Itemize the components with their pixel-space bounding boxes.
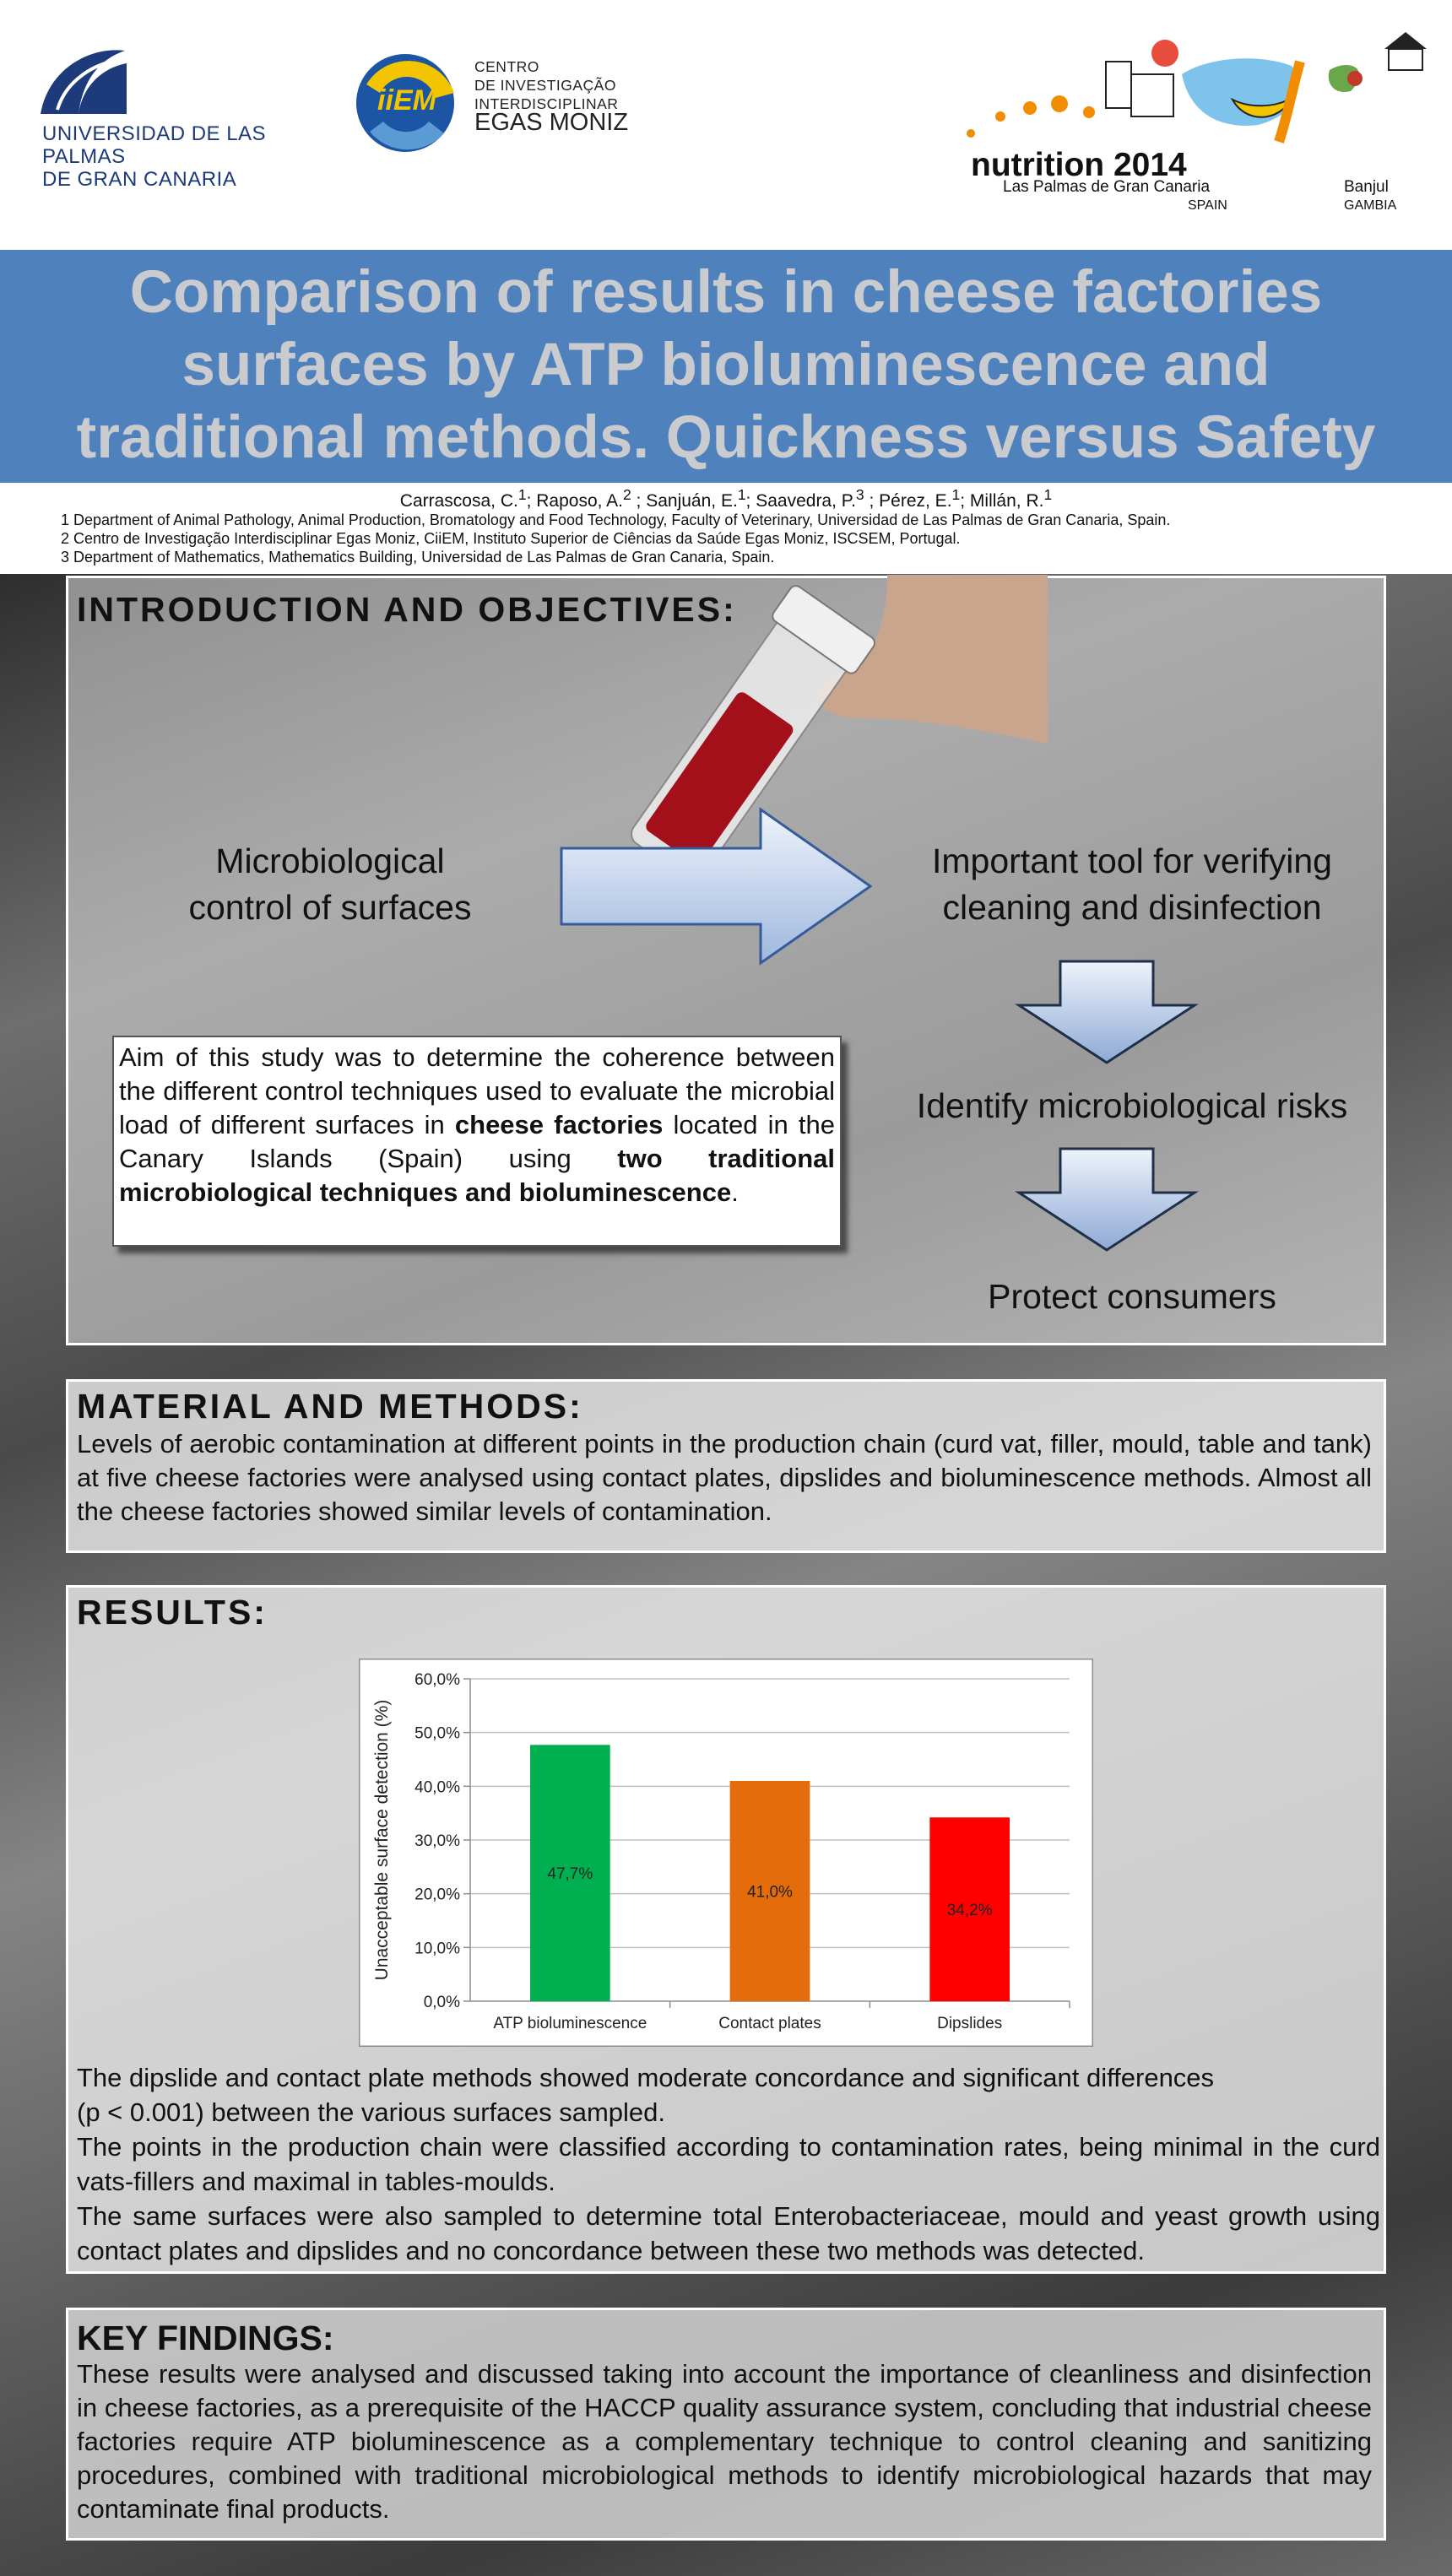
key-findings-text: These results were analysed and discussed taking into account the importance of cleanliness and disinfection in cheese factories, as a prerequisite of the HACCP quality assurance system, concluding that industrial cheese factories require ATP bioluminescence as a complementary technique to control cleaning and sanitizing procedures, combined with traditional microbiological methods to identify microbiological hazards that may contaminate final products. xyxy=(77,2359,1372,2524)
aim-box xyxy=(112,1036,842,1247)
author-6: ; Millán, R. xyxy=(960,491,1044,511)
author-3-sup: 1 xyxy=(737,486,746,503)
nutrition-2014-logo xyxy=(954,24,1427,230)
affiliation-3: 3 Department of Mathematics, Mathematics Building, Universidad de Las Palmas de Gran Canaria, Spain. xyxy=(61,549,775,566)
author-6-sup: 1 xyxy=(1043,486,1053,503)
aim-bold-1: cheese factories xyxy=(454,1110,664,1139)
y-tick-label: 60,0% xyxy=(414,1671,460,1689)
down-arrow-2-icon xyxy=(1014,1145,1200,1255)
aim-bold-2: two traditional microbiological techniques and bioluminescence xyxy=(119,1144,835,1207)
poster-title-line1: Comparison of results in cheese factories xyxy=(129,259,1323,326)
ulpgc-logo xyxy=(32,42,319,191)
results-panel xyxy=(66,1585,1386,2274)
egas-moniz-mark: iiEM xyxy=(377,84,436,116)
bar-value-label: 34,2% xyxy=(946,1902,993,1920)
intro-right-line1: Important tool for verifying xyxy=(932,842,1332,880)
results-p1-line2: (p < 0.001) between the various surfaces sampled. xyxy=(77,2097,666,2127)
author-4-sup: 3 xyxy=(855,486,864,503)
poster-title-line2: surfaces by ATP bioluminescence and xyxy=(182,332,1270,398)
down-arrow-1-icon xyxy=(1014,958,1200,1068)
y-tick-label: 50,0% xyxy=(414,1724,460,1743)
methods-heading: MATERIAL AND METHODS: xyxy=(77,1387,583,1426)
results-bar-chart xyxy=(359,1659,1093,2047)
y-tick-label: 40,0% xyxy=(414,1778,460,1797)
intro-heading: INTRODUCTION AND OBJECTIVES: xyxy=(77,590,737,629)
y-axis-title: Unacceptable surface detection (%) xyxy=(372,1699,392,1981)
results-chart xyxy=(359,1659,1093,2047)
author-5: ; Pérez, E. xyxy=(864,491,952,511)
results-p3: The same surfaces were also sampled to determine total Enterobacteriaceae, mould and yeast growth using contact plates and dipslides and no concordance between these two methods was detected. xyxy=(77,2201,1380,2265)
nutrition-country2: GAMBIA xyxy=(1344,198,1397,213)
author-5-sup: 1 xyxy=(951,486,961,503)
egas-moniz-logo xyxy=(355,51,658,169)
right-arrow-icon xyxy=(558,806,879,966)
intro-left-line2: control of surfaces xyxy=(188,888,472,927)
title-band xyxy=(0,250,1452,483)
y-tick-label: 30,0% xyxy=(414,1832,460,1850)
authors-line xyxy=(0,486,1452,511)
author-3: ; Sanjuán, E. xyxy=(631,491,738,511)
nutrition-2014-illustration-icon xyxy=(954,24,1427,150)
nutrition-city: Las Palmas de Gran Canaria xyxy=(1003,178,1211,196)
intro-right-line2: cleaning and disinfection xyxy=(942,888,1322,927)
intro-right-label xyxy=(879,838,1385,931)
results-text xyxy=(77,2060,1380,2268)
egas-line3: INTERDISCIPLINAR xyxy=(474,95,619,112)
key-findings-panel xyxy=(66,2308,1386,2541)
aim-text-1: Aim of this study was to determine the coherence between the different control techniques used to evaluate the microbial load of different surfaces in xyxy=(119,1042,835,1139)
results-p2: The points in the production chain were classified according to contamination rates, being minimal in the curd vats-fillers and maximal in tables-moulds. xyxy=(77,2132,1380,2196)
y-tick-label: 20,0% xyxy=(414,1886,460,1904)
results-heading: RESULTS: xyxy=(77,1593,268,1632)
author-2: ; Raposo, A. xyxy=(526,491,623,511)
results-p1-line1: The dipslide and contact plate methods showed moderate concordance and significant differences xyxy=(77,2063,1215,2092)
affiliation-2: 2 Centro de Investigação Interdisciplinar Egas Moniz, CiiEM, Instituto Superior de Ciências da Saúde Egas Moniz, ISCSEM, Portugal. xyxy=(61,530,961,547)
author-4: ; Saavedra, P. xyxy=(745,491,856,511)
methods-text: Levels of aerobic contamination at different points in the production chain (curd vat, filler, mould, table and tank) at five cheese factories were analysed using contact plates, dipslides and bioluminescence methods. Almost all the cheese factories showed similar levels of contamination. xyxy=(77,1429,1372,1526)
key-findings-heading: KEY FINDINGS: xyxy=(77,2319,334,2357)
egas-line2: DE INVESTIGAÇÃO xyxy=(474,77,616,94)
intro-left-label xyxy=(119,838,541,931)
poster-title-line3: traditional methods. Quickness versus Safety xyxy=(76,404,1376,471)
ulpgc-emblem-icon xyxy=(32,42,133,122)
egas-line4: EGAS MONIZ xyxy=(474,109,629,136)
ulpgc-line2: DE GRAN CANARIA xyxy=(42,168,237,191)
bar-value-label: 47,7% xyxy=(547,1865,593,1884)
y-tick-label: 10,0% xyxy=(414,1940,460,1958)
y-tick-label: 0,0% xyxy=(423,1994,460,2011)
nutrition-city2: Banjul xyxy=(1344,178,1389,196)
affiliation-1: 1 Department of Animal Pathology, Animal Production, Bromatology and Food Technology, Faculty of Veterinary, Universidad de Las Palmas de Gran Canaria, Spain. xyxy=(61,511,1171,528)
x-category-label: ATP bioluminescence xyxy=(493,2015,647,2032)
step-protect-consumers: Protect consumers xyxy=(988,1277,1276,1316)
author-1: Carrascosa, C. xyxy=(399,491,518,511)
ulpgc-line1: UNIVERSIDAD DE LAS PALMAS xyxy=(42,122,267,168)
step-identify-risks: Identify microbiological risks xyxy=(916,1086,1348,1125)
aim-text-2: located in the Canary Islands (Spain) using xyxy=(119,1110,835,1173)
intro-left-line1: Microbiological xyxy=(215,842,445,880)
poster-header xyxy=(0,0,1452,250)
x-category-label: Dipslides xyxy=(937,2015,1003,2032)
nutrition-2014-title: nutrition 2014 xyxy=(971,147,1187,183)
bar-value-label: 41,0% xyxy=(747,1883,793,1902)
egas-line1: CENTRO xyxy=(474,58,539,75)
author-2-sup: 2 xyxy=(622,486,631,503)
author-1-sup: 1 xyxy=(517,486,527,503)
authors-band xyxy=(0,483,1452,574)
x-category-label: Contact plates xyxy=(718,2015,821,2032)
aim-text-end: . xyxy=(731,1177,739,1207)
nutrition-country: SPAIN xyxy=(1188,198,1227,213)
methods-panel xyxy=(66,1379,1386,1553)
intro-panel xyxy=(66,576,1386,1345)
